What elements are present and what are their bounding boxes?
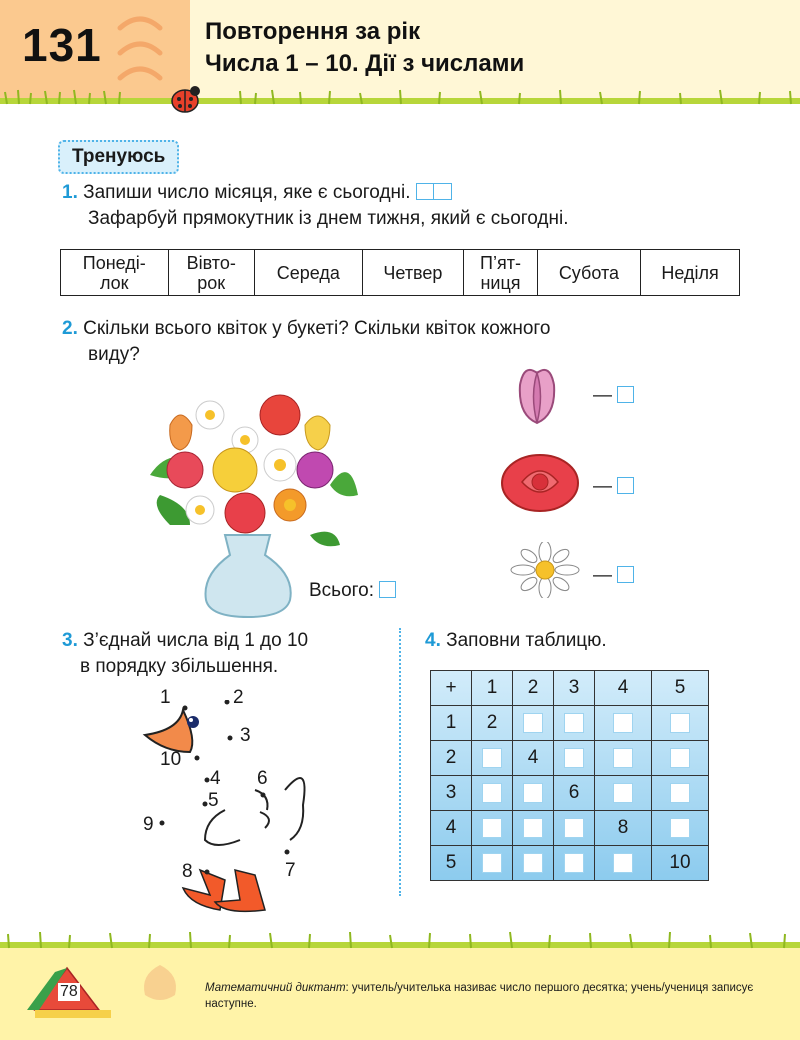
task1-text [62,180,762,232]
task3-text [62,628,392,680]
page-title-line1: Повторення за рік [205,18,421,45]
task3-line1: З’єднай числа від 1 до 10 [83,630,309,651]
tulip-dash: — [593,385,612,406]
day-wednesday[interactable]: Середа [254,250,362,296]
date-answer-box[interactable] [416,183,452,200]
answer-cell[interactable] [554,741,595,776]
row-label: 3 [431,776,472,811]
answer-cell[interactable] [472,811,513,846]
day-saturday[interactable]: Субота [537,250,640,296]
tulip-icon [512,365,562,427]
task2-text [62,316,752,368]
row-label: 1 [431,706,472,741]
answer-cell[interactable] [472,776,513,811]
dot-label-1: 1 [160,687,171,708]
task1-line1: Запиши число місяця, яке є сьогодні. [83,182,411,203]
dot-label-9: 9 [143,814,154,835]
answer-cell[interactable] [595,776,652,811]
rose-dash: — [593,476,612,497]
answer-cell[interactable] [652,811,709,846]
grass-border-top [0,88,800,110]
column-divider [399,628,401,896]
day-monday[interactable]: Понеді- лок [61,250,169,296]
day-sunday[interactable]: Неділя [641,250,740,296]
header-cell: 5 [652,671,709,706]
row-label: 4 [431,811,472,846]
answer-cell[interactable] [595,741,652,776]
answer-cell[interactable] [595,706,652,741]
ladybug-icon [165,82,205,116]
dot-label-7: 7 [285,860,296,881]
answer-cell[interactable] [595,846,652,881]
task1-line2: Зафарбуй прямокутник із днем тижня, який є сьогодні. [88,208,569,229]
given-cell: 10 [652,846,709,881]
tulip-count-row [593,383,634,409]
task2-line2: виду? [88,344,140,365]
daisy-count-row [593,563,634,589]
dot-label-5: 5 [208,790,219,811]
daisy-answer-box[interactable] [617,566,634,583]
section-label: Тренуюсь [58,140,179,174]
day-thursday[interactable]: Четвер [362,250,463,296]
page-title-line2: Числа 1 – 10. Дії з числами [205,50,525,77]
addition-table [430,670,709,881]
row-label: 5 [431,846,472,881]
total-row [309,578,396,604]
header-cell: 4 [595,671,652,706]
leaf-decoration-icon [135,960,185,1005]
dot-label-2: 2 [233,687,244,708]
day-tuesday[interactable]: Вівто- рок [168,250,254,296]
footnote-text: : учитель/учителька називає число першого десятка; учень/учениця записує наступне. [205,982,754,1010]
answer-cell[interactable] [513,776,554,811]
answer-cell[interactable] [513,811,554,846]
header-cell: 2 [513,671,554,706]
days-of-week-table [60,249,740,296]
header-cell: 3 [554,671,595,706]
daisy-icon [510,542,580,598]
answer-cell[interactable] [513,846,554,881]
answer-cell[interactable] [652,776,709,811]
row-label: 2 [431,741,472,776]
daisy-dash: — [593,565,612,586]
page-number: 78 [60,983,78,1000]
task4-text [425,628,607,654]
rose-icon [500,452,580,514]
answer-cell[interactable] [554,846,595,881]
addition-row [431,776,709,811]
answer-cell[interactable] [513,706,554,741]
task3-line2: в порядку збільшення. [80,656,279,677]
answer-cell[interactable] [472,741,513,776]
dot-label-6: 6 [257,768,268,789]
addition-row [431,811,709,846]
rose-count-row [593,474,634,500]
total-label: Всього: [309,580,374,601]
answer-cell[interactable] [472,846,513,881]
footnote [205,980,765,1012]
given-cell: 8 [595,811,652,846]
lesson-number: 131 [22,19,102,71]
grass-border-bottom [0,930,800,952]
task2-line1: Скільки всього квіток у букеті? Скільки квіток кожного [83,318,551,339]
addition-row [431,741,709,776]
dot-label-8: 8 [182,861,193,882]
given-cell: 4 [513,741,554,776]
header-cell: + [431,671,472,706]
task3-number: 3. [62,630,78,651]
header-cell: 1 [472,671,513,706]
given-cell: 2 [472,706,513,741]
addition-row [431,846,709,881]
dot-label-3: 3 [240,725,251,746]
rose-answer-box[interactable] [617,477,634,494]
dot-label-10: 10 [160,749,182,770]
task4-title: Заповни таблицю. [446,630,607,651]
answer-cell[interactable] [554,811,595,846]
addition-row [431,706,709,741]
total-answer-box[interactable] [379,581,396,598]
addition-header-row [431,671,709,706]
duck-dot-to-dot [135,700,335,925]
answer-cell[interactable] [554,706,595,741]
dot-label-4: 4 [210,768,221,789]
footnote-emphasis: Математичний диктант [205,982,346,994]
task1-number: 1. [62,182,78,203]
day-friday[interactable]: П’ят- ниця [464,250,538,296]
task4-number: 4. [425,630,441,651]
answer-cell[interactable] [652,741,709,776]
given-cell: 6 [554,776,595,811]
task2-number: 2. [62,318,78,339]
answer-cell[interactable] [652,706,709,741]
tulip-answer-box[interactable] [617,386,634,403]
